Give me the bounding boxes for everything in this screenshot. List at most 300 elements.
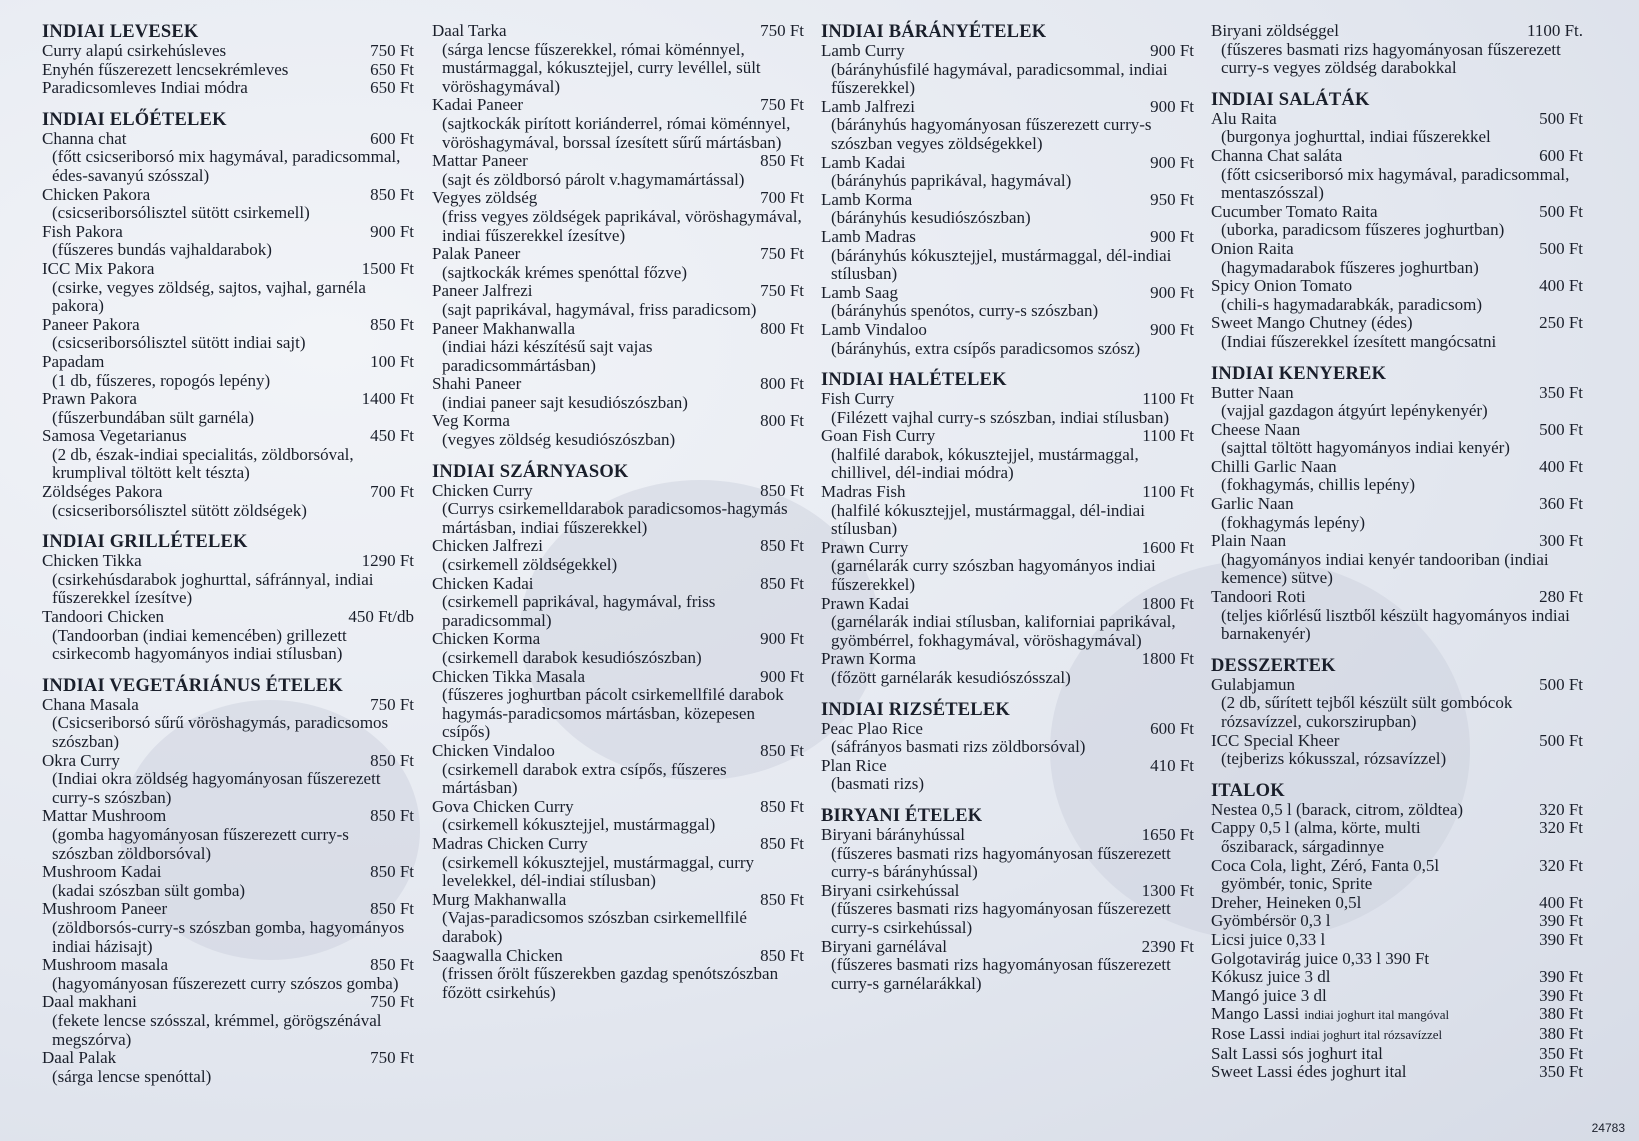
item-name-text: Mushroom masala — [42, 955, 169, 975]
item-note: indiai joghurt ital rózsavízzel — [1290, 1026, 1443, 1042]
item-name-text: Chicken Korma — [432, 629, 541, 649]
item-description: (csirkemell darabok extra csípős, fűszeres mártásban) — [442, 759, 727, 798]
item-price: 900 Ft — [1150, 41, 1194, 60]
menu-item — [432, 742, 804, 798]
item-note: indiai joghurt ital mangóval — [1304, 1007, 1450, 1023]
item-name — [1211, 588, 1306, 607]
menu-section — [42, 532, 414, 664]
menu-item — [1211, 314, 1583, 351]
item-name — [42, 752, 120, 771]
item-price: 380 Ft — [1539, 1004, 1583, 1024]
item-price: 300 Ft — [1539, 531, 1583, 551]
item-name-text: Saagwalla Chicken — [432, 945, 563, 965]
item-name-text: Mattar Mushroom — [42, 806, 167, 826]
menu-item — [432, 835, 804, 891]
item-name — [42, 42, 226, 61]
item-description: (fokhagymás, chillis lepény) — [1221, 475, 1416, 495]
item-price: 1100 Ft — [1142, 389, 1194, 409]
item-name-text: Murg Makhanwalla — [432, 889, 567, 909]
item-name-text: Rose Lassi — [1211, 1023, 1286, 1043]
item-name-text: Coca Cola, light, Zéró, Fanta 0,5l — [1211, 855, 1440, 875]
item-price: 100 Ft — [370, 351, 414, 371]
item-name-text: Kókusz juice 3 dl — [1211, 967, 1331, 987]
item-name — [42, 552, 142, 571]
item-name-text: Chana Masala — [42, 694, 139, 714]
item-name — [1211, 314, 1413, 333]
item-description: (garnélarák curry szószban hagyományos indiai fűszerekkel) — [831, 556, 1156, 595]
item-description: (bárányhús paprikával, hagymával) — [831, 171, 1072, 191]
item-description: (csicseriborsólisztel sütött csirkemell) — [52, 203, 310, 223]
item-name-text: Paradicsomleves Indiai módra — [42, 78, 248, 98]
item-name-text: Shahi Paneer — [432, 374, 522, 394]
item-name-text: Plan Rice — [821, 755, 887, 775]
item-price: 500 Ft — [1539, 419, 1583, 439]
menu-item — [1211, 801, 1583, 820]
item-price: 950 Ft — [1150, 189, 1194, 209]
item-description: (Filézett vajhal curry-s szószban, indiai stílusban) — [831, 407, 1170, 427]
item-price: 850 Ft — [370, 806, 414, 826]
item-price: 750 Ft — [370, 992, 414, 1012]
item-name — [821, 882, 959, 901]
item-name — [1211, 1045, 1383, 1064]
item-description: (2 db, sűrített tejből készült sült gombócok rózsavízzel, cukorszirupban) — [1221, 693, 1513, 731]
menu-item — [1211, 147, 1583, 203]
item-name-text: Cucumber Tomato Raita — [1211, 201, 1378, 221]
item-price: 390 Ft — [1539, 911, 1583, 931]
item-description: (fűszeres basmati rizs hagyományosan fűszerezett curry-s csirkehússal) — [831, 899, 1171, 937]
item-price: 400 Ft — [1539, 892, 1583, 912]
item-name-text: Chicken Pakora — [42, 184, 151, 204]
item-name-text: Mango Lassi — [1211, 1004, 1300, 1024]
item-description: őszibarack, sárgadinnye — [1221, 836, 1385, 856]
item-description: (bárányhús, extra csípős paradicsomos szósz) — [831, 338, 1141, 358]
item-name — [432, 22, 506, 41]
item-description: (garnélarák indiai stílusban, kaliforniai paprikával, gyömbérrel, fokhagymával, vöröshagymával) — [831, 612, 1176, 650]
item-name-text: Chilli Garlic Naan — [1211, 456, 1337, 476]
item-price: 900 Ft — [1150, 319, 1194, 339]
item-description: (sajtkockák krémes spenóttal főzve) — [442, 262, 687, 282]
item-description: (indiai házi készítésű sajt vajas paradicsommártásban) — [442, 337, 653, 375]
menu-item — [1211, 819, 1583, 856]
item-description: (csirkemell kókusztejjel, mustármaggal, curry levelekkel, dél-indiai stílusban) — [442, 852, 755, 891]
menu-item — [42, 993, 414, 1049]
item-description: (bárányhús hagyományosan fűszerezett curry-s szószban vegyes zöldségekkel) — [831, 115, 1152, 153]
menu-item — [821, 938, 1194, 994]
item-price: 1300 Ft — [1141, 880, 1194, 900]
menu-item — [42, 552, 414, 608]
menu-item — [821, 427, 1194, 483]
menu-section — [1211, 781, 1583, 1082]
item-name — [821, 938, 947, 957]
menu-item — [42, 863, 414, 900]
menu-item — [432, 798, 804, 835]
menu-item — [432, 320, 804, 376]
item-price: 750 Ft — [370, 694, 414, 714]
item-price: 700 Ft — [370, 482, 414, 502]
menu-item — [42, 390, 414, 427]
item-description: (csirkehúsdarabok joghurttal, sáfránnyal, indiai fűszerekkel ízesítve) — [52, 569, 374, 608]
item-price: 800 Ft — [760, 318, 804, 338]
item-name — [1211, 277, 1352, 296]
menu-item — [1211, 950, 1583, 969]
item-description: (bárányhús kesudiószószban) — [831, 208, 1031, 228]
section-title: INDIAI SZÁRNYASOK — [432, 461, 629, 482]
menu-section — [1211, 364, 1583, 644]
item-name — [432, 630, 540, 649]
item-name-text: Sweet Lassi édes joghurt ital — [1211, 1062, 1407, 1082]
menu-item — [821, 42, 1194, 98]
item-name — [1211, 240, 1294, 259]
item-description: (teljes kiőrlésű lisztből készült hagyományos indiai barnakenyér) — [1221, 605, 1570, 644]
item-name-text: ICC Mix Pakora — [42, 258, 155, 278]
item-name — [432, 891, 566, 910]
item-name-text: Lamb Jalfrezi — [821, 96, 915, 116]
item-price: 390 Ft — [1539, 967, 1583, 987]
item-name — [1211, 676, 1295, 695]
item-price: 900 Ft — [1150, 96, 1194, 116]
item-price: 350 Ft — [1539, 1062, 1583, 1082]
section-title: INDIAI BÁRÁNYÉTELEK — [821, 22, 1047, 42]
item-price: 320 Ft — [1539, 799, 1583, 819]
item-description: (hagyományosan fűszerezett curry szószos gomba) — [52, 973, 399, 993]
menu-column-2 — [432, 22, 804, 1014]
menu-item — [42, 42, 414, 61]
item-name — [42, 223, 123, 242]
item-name-text: Chicken Curry — [432, 480, 533, 500]
menu-item — [821, 650, 1194, 687]
menu-item — [1211, 912, 1583, 931]
item-name — [42, 316, 140, 335]
menu-item — [432, 375, 804, 412]
item-price: 350 Ft — [1539, 1043, 1583, 1063]
item-description: (Currys csirkemelldarabok paradicsomos-hagymás mártásban, indiai fűszerekkel) — [442, 499, 788, 537]
menu-section — [42, 676, 414, 1086]
menu-column-3 — [821, 22, 1194, 1005]
item-price: 1800 Ft — [1141, 593, 1194, 613]
menu-section — [432, 462, 804, 1003]
menu-item — [432, 537, 804, 574]
item-name-text: Biryani bárányhússal — [821, 824, 965, 844]
menu-section — [821, 700, 1194, 794]
item-name-text: Gova Chicken Curry — [432, 796, 574, 816]
item-description: (főtt csicseriborsó mix hagymával, paradicsommal, édes-savanyú szósszal) — [52, 147, 401, 185]
item-name — [1211, 421, 1300, 440]
menu-item — [1211, 732, 1583, 769]
item-price: 400 Ft — [1539, 456, 1583, 476]
item-name — [821, 228, 916, 247]
item-description: (fűszeres basmati rizs hagyományosan fűszerezett curry-s vegyes zöldség darabokkal — [1221, 39, 1561, 78]
item-price: 500 Ft — [1539, 201, 1583, 221]
item-description: (kadai szószban sült gomba) — [52, 880, 246, 900]
item-price: 850 Ft — [760, 833, 804, 853]
catalog-number: 24783 — [1591, 1121, 1625, 1135]
menu-section — [1211, 22, 1583, 78]
item-name — [42, 807, 166, 826]
menu-item — [432, 412, 804, 449]
item-price: 900 Ft — [1150, 226, 1194, 246]
item-price: 1650 Ft — [1141, 824, 1194, 844]
item-name — [821, 321, 927, 340]
menu-item — [1211, 110, 1583, 147]
menu-item — [1211, 495, 1583, 532]
item-description: (sáfrányos basmati rizs zöldborsóval) — [831, 737, 1086, 757]
item-price: 450 Ft/db — [348, 607, 414, 627]
item-name-text: Mangó juice 3 dl — [1211, 985, 1327, 1005]
item-name-text: Madras Fish — [821, 482, 906, 502]
item-name-text: Mattar Paneer — [432, 151, 528, 171]
item-name-text: Chicken Tikka Masala — [432, 666, 585, 686]
menu-item — [42, 608, 414, 664]
item-name-text: Lamb Madras — [821, 226, 916, 246]
item-name-text: Licsi juice 0,33 l — [1211, 929, 1326, 949]
item-name-text: Zöldséges Pakora — [42, 482, 163, 502]
item-price: 360 Ft — [1539, 494, 1583, 514]
item-name-text: Onion Raita — [1211, 238, 1294, 258]
menu-item — [42, 223, 414, 260]
item-name — [1211, 22, 1339, 41]
item-price: 500 Ft — [1539, 674, 1583, 694]
menu-item — [1211, 1025, 1583, 1045]
item-description: (fűszerbundában sült garnéla) — [52, 407, 255, 427]
item-price: 390 Ft — [1539, 929, 1583, 949]
menu-item — [42, 260, 414, 316]
item-price: 850 Ft — [760, 480, 804, 500]
item-description: (indiai paneer sajt kesudiószószban) — [442, 392, 688, 412]
menu-column-1 — [42, 22, 414, 1098]
menu-item — [1211, 931, 1583, 950]
menu-item — [42, 483, 414, 520]
item-price: 380 Ft — [1539, 1023, 1583, 1043]
item-name — [1211, 532, 1286, 551]
item-description: (Vajas-paradicsomos szószban csirkemellfilé darabok) — [442, 908, 747, 946]
item-price: 900 Ft — [1150, 282, 1194, 302]
item-name — [821, 390, 894, 409]
item-name — [1211, 110, 1277, 129]
item-price: 650 Ft — [370, 59, 414, 79]
item-name — [42, 427, 187, 446]
item-price: 1400 Ft — [361, 389, 414, 409]
menu-item — [1211, 894, 1583, 913]
item-name-text: Paneer Pakora — [42, 314, 140, 334]
menu-item — [42, 427, 414, 483]
menu-item — [1211, 458, 1583, 495]
item-name-text: Biryani garnélával — [821, 936, 948, 956]
menu-item — [42, 186, 414, 223]
item-name — [42, 79, 248, 98]
item-name — [42, 1049, 116, 1068]
item-name-text: Chicken Kadai — [432, 573, 534, 593]
item-name — [821, 42, 905, 61]
item-name-text: Paneer Makhanwalla — [432, 318, 576, 338]
item-name — [1211, 857, 1439, 876]
menu-item — [432, 22, 804, 96]
item-description: (fűszeres joghurtban pácolt csirkemellfilé darabok hagymás-paradicsomos mártásban, közepesen csípős) — [442, 685, 784, 742]
item-name — [821, 826, 965, 845]
item-description: (sajtkockák pirított koriánderrel, római köménnyel, vöröshagymával, borssal ízesített sűrű mártásban) — [442, 113, 791, 152]
menu-section — [821, 370, 1194, 688]
item-name — [1211, 950, 1429, 969]
item-name — [821, 720, 923, 739]
item-price: 850 Ft — [760, 889, 804, 909]
item-name-text: Enyhén fűszerezett lencsekrémleves — [42, 59, 289, 79]
item-name — [1211, 203, 1378, 222]
item-name — [42, 863, 161, 882]
item-price: 750 Ft — [760, 281, 804, 301]
item-name — [1211, 732, 1339, 751]
menu-item — [1211, 532, 1583, 588]
item-name — [42, 483, 162, 502]
item-name-text: Plain Naan — [1211, 531, 1287, 551]
item-description: (vajjal gazdagon átgyúrt lepénykenyér) — [1221, 401, 1488, 421]
item-name-text: Madras Chicken Curry — [432, 833, 588, 853]
menu-item — [821, 191, 1194, 228]
item-name — [1211, 819, 1421, 838]
item-name — [42, 956, 168, 975]
item-description: (csirkemell paprikával, hagymával, friss paradicsommal) — [442, 592, 716, 630]
item-description: (halfilé kókusztejjel, mustármaggal, dél-indiai stílusban) — [831, 500, 1145, 539]
menu-item — [1211, 1045, 1583, 1064]
menu-item — [821, 154, 1194, 191]
item-name — [432, 375, 521, 394]
item-description: (halfilé darabok, kókusztejjel, mustármaggal, chillivel, dél-indiai módra) — [831, 444, 1139, 483]
menu-section — [42, 22, 414, 98]
item-name — [1211, 801, 1463, 820]
menu-item — [432, 630, 804, 667]
item-name — [42, 900, 167, 919]
item-name-text: Chicken Vindaloo — [432, 740, 555, 760]
item-price: 650 Ft — [370, 78, 414, 98]
item-name-text: Chicken Tikka — [42, 551, 142, 571]
item-description: (fűszeres basmati rizs hagyományosan fűszerezett curry-s garnélarákkal) — [831, 955, 1171, 993]
item-description: (bárányhús kókusztejjel, mustármaggal, dél-indiai stílusban) — [831, 245, 1172, 284]
item-name — [432, 96, 523, 115]
item-name — [1211, 1063, 1406, 1082]
item-name — [821, 154, 906, 173]
item-name — [1211, 894, 1361, 913]
item-price: 600 Ft — [1539, 145, 1583, 165]
menu-item — [1211, 384, 1583, 421]
menu-section — [1211, 90, 1583, 352]
item-price: 280 Ft — [1539, 587, 1583, 607]
item-name-text: Lamb Vindaloo — [821, 319, 927, 339]
item-name-text: Gulabjamun — [1211, 674, 1296, 694]
item-name — [821, 595, 909, 614]
menu-item — [432, 245, 804, 282]
item-name — [821, 757, 887, 776]
item-name-text: Fish Curry — [821, 389, 895, 409]
item-description: (főtt csicseriborsó mix hagymával, paradicsommal, mentaszósszal) — [1221, 164, 1570, 203]
menu-item — [1211, 421, 1583, 458]
item-name — [42, 260, 154, 279]
menu-item — [821, 826, 1194, 882]
item-name — [821, 539, 908, 558]
item-description: (csirke, vegyes zöldség, sajtos, vajhal, garnéla pakora) — [52, 277, 366, 316]
item-name-text: Tandoori Chicken — [42, 607, 165, 627]
menu-item — [42, 353, 414, 390]
menu-column-4 — [1211, 22, 1583, 1094]
item-description: (főzött garnélarák kesudiószósszal) — [831, 668, 1071, 687]
menu-item — [821, 98, 1194, 154]
menu-item — [821, 284, 1194, 321]
item-description: (Tandoorban (indiai kemencében) grillezett csirkecomb hagyományos indiai stílusban) — [52, 625, 347, 664]
item-name-text: Gyömbérsör 0,3 l — [1211, 911, 1331, 931]
menu-item — [1211, 22, 1583, 78]
item-description: (fűszeres basmati rizs hagyományosan fűszerezett curry-s bárányhússal) — [831, 843, 1171, 882]
item-description: (sajttal töltött hagyományos indiai kenyér) — [1221, 438, 1510, 458]
item-name — [432, 537, 543, 556]
menu-item — [821, 720, 1194, 757]
item-name-text: Dreher, Heineken 0,5l — [1211, 892, 1362, 912]
item-description: (csirkemell zöldségekkel) — [442, 555, 618, 575]
item-name-text: Papadam — [42, 351, 105, 371]
section-title: INDIAI SALÁTÁK — [1211, 89, 1370, 110]
item-name-text: Fish Pakora — [42, 221, 123, 241]
item-price: 700 Ft — [760, 188, 804, 208]
item-price: 850 Ft — [370, 750, 414, 770]
menu-item — [42, 900, 414, 956]
menu-item — [821, 390, 1194, 427]
item-name — [42, 993, 137, 1012]
item-name-text: Lamb Korma — [821, 189, 913, 209]
menu-section — [42, 110, 414, 520]
item-price: 850 Ft — [370, 899, 414, 919]
item-price: 320 Ft — [1539, 818, 1583, 838]
item-description: (zöldborsós-curry-s szószban gomba, hagyományos indiai házisajt) — [52, 917, 405, 956]
section-title: ITALOK — [1211, 780, 1285, 801]
item-name-text: Garlic Naan — [1211, 494, 1294, 514]
item-price: 900 Ft — [760, 666, 804, 686]
item-price: 500 Ft — [1539, 238, 1583, 258]
menu-item — [432, 947, 804, 1003]
section-title: INDIAI GRILLÉTELEK — [42, 532, 248, 553]
item-description: (chili-s hagymadarabkák, paradicsom) — [1221, 294, 1483, 314]
menu-item — [432, 482, 804, 538]
item-description: (vegyes zöldség kesudiószószban) — [442, 430, 676, 450]
item-price: 600 Ft — [370, 128, 414, 148]
item-price: 1100 Ft. — [1526, 21, 1583, 40]
menu-section — [821, 806, 1194, 993]
item-price: 800 Ft — [760, 411, 804, 431]
item-price: 850 Ft — [760, 945, 804, 965]
item-price: 1600 Ft — [1141, 537, 1194, 557]
item-description: (uborka, paradicsom fűszeres joghurtban) — [1221, 220, 1505, 240]
item-name-text: Daal Tarka — [432, 21, 507, 40]
item-description: (fűszeres bundás vajhaldarabok) — [52, 240, 272, 260]
item-price: 1100 Ft — [1142, 482, 1194, 502]
item-price: 850 Ft — [760, 740, 804, 760]
item-description: (csicseriborsólisztel sütött zöldségek) — [52, 500, 307, 520]
section-title: BIRYANI ÉTELEK — [821, 805, 983, 826]
item-description: (gomba hagyományosan fűszerezett curry-s szószban zöldborsóval) — [52, 824, 349, 863]
item-name-text: Daal makhani — [42, 992, 137, 1012]
item-name — [1211, 384, 1294, 403]
menu-item — [432, 668, 804, 742]
menu-item — [821, 882, 1194, 938]
item-name-text: Okra Curry — [42, 750, 120, 770]
item-name — [432, 835, 588, 854]
item-name-text: Mushroom Paneer — [42, 899, 168, 919]
item-name-text: Alu Raita — [1211, 108, 1277, 128]
menu-item — [1211, 203, 1583, 240]
item-price: 250 Ft — [1539, 313, 1583, 333]
section-title: INDIAI KENYEREK — [1211, 363, 1387, 384]
menu-item — [1211, 588, 1583, 644]
item-name — [432, 798, 574, 817]
menu-item — [432, 152, 804, 189]
item-name — [432, 282, 533, 301]
section-title: INDIAI RIZSÉTELEK — [821, 699, 1010, 720]
item-name-text: Nestea 0,5 l (barack, citrom, zöldtea) — [1211, 799, 1464, 819]
